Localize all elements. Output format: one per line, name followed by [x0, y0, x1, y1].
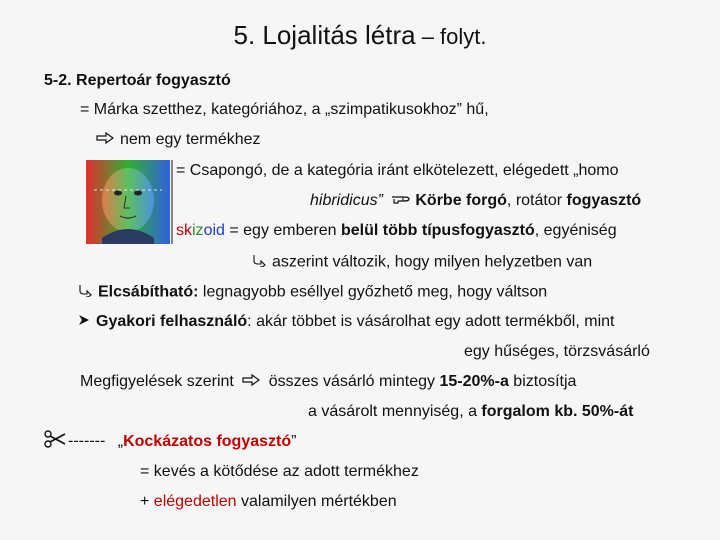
- aszerint-line: [252, 253, 592, 272]
- skizoid-line: [176, 222, 617, 240]
- curved-arrow-icon: [78, 283, 92, 302]
- elegedetlen-red: elégedetlen: [153, 493, 237, 510]
- title-main: 5. Lojalitás létra: [233, 20, 416, 50]
- skizoid-part-1: sk: [176, 222, 192, 239]
- hibridicus-text: hibridicus”: [310, 192, 383, 210]
- csapongo-line: [176, 162, 619, 180]
- vasarolt-1: a vásárolt mennyiség, a: [308, 403, 482, 420]
- hollow-right-arrow-icon: [96, 131, 114, 149]
- gyakori-line: [78, 313, 614, 331]
- elcsabithato-text: legnagyobb eséllyel győzhető meg, hogy váltson: [198, 283, 548, 301]
- csapongo-text: = Csapongó, de a kategória iránt elkötelezett, elégedett „homo: [176, 162, 619, 179]
- section-heading: 5-2. Repertoár fogyasztó: [44, 72, 231, 89]
- skizoid-bold: belül több típusfogyasztó: [341, 222, 535, 239]
- megfigyelesek-line: [80, 373, 576, 391]
- kockazatos-line: [44, 430, 296, 453]
- megfigyelesek-3: biztosítja: [508, 373, 577, 391]
- nem-egy-line: [96, 131, 261, 149]
- keves-line: = kevés a kötődése az adott termékhez: [140, 463, 419, 480]
- title-suffix: – folyt.: [415, 24, 487, 49]
- vasarolt-line: [308, 403, 633, 421]
- hollow-right-arrow-icon: [242, 373, 260, 391]
- gyakori-cont: egy hűséges, törzsvásárló: [464, 343, 650, 360]
- megfigyelesek-2: összes vásárló mintegy: [264, 373, 440, 391]
- megfigyelesek-1: Megfigyelések szerint: [80, 373, 234, 391]
- fogyaszto-text: fogyasztó: [566, 192, 642, 210]
- scissors-icon: [44, 430, 66, 453]
- megfigyelesek-bold: 15-20%-a: [439, 373, 509, 391]
- elegedetlen-1: +: [140, 493, 154, 510]
- elegedetlen-2: valamilyen mértékben: [236, 493, 397, 510]
- hibridicus-line: [310, 192, 641, 210]
- elcsabithato-line: [78, 283, 547, 302]
- skizoid-rest-1: = egy emberen: [224, 222, 341, 239]
- nem-egy-text: nem egy termékhez: [120, 131, 261, 149]
- elegedetlen-line: [140, 493, 397, 511]
- pointing-hand-icon: [391, 192, 411, 210]
- korbe-forgo-text: Körbe forgó: [415, 192, 507, 210]
- multicolor-face-image: [86, 160, 170, 244]
- dashes: -------: [68, 432, 106, 450]
- kockazatos-text: „Kockázatos fogyasztó”: [117, 432, 297, 450]
- skizoid-part-3: oid: [203, 222, 225, 239]
- gyakori-label: Gyakori felhasználó: [96, 313, 248, 331]
- kockazatos-label: Kockázatos fogyasztó: [123, 432, 292, 450]
- aszerint-text: aszerint változik, hogy milyen helyzetben van: [272, 253, 593, 271]
- image-bracket: [170, 160, 174, 244]
- elcsabithato-label: Elcsábítható:: [98, 283, 199, 301]
- skizoid-part-2: iz: [192, 222, 204, 239]
- vasarolt-bold: forgalom kb. 50%-át: [481, 403, 634, 420]
- rotator-text: , rotátor: [506, 192, 567, 210]
- curved-arrow-icon: [252, 253, 266, 272]
- slide-title: [0, 20, 720, 51]
- gyakori-text: : akár többet is vásárolhat egy adott termékből, mint: [247, 313, 615, 331]
- skizoid-rest-2: , egyéniség: [534, 222, 617, 239]
- arrowhead-bullet-icon: [78, 313, 90, 331]
- marka-line: = Márka szetthez, kategóriához, a „szimpatikusokhoz” hű,: [80, 101, 489, 118]
